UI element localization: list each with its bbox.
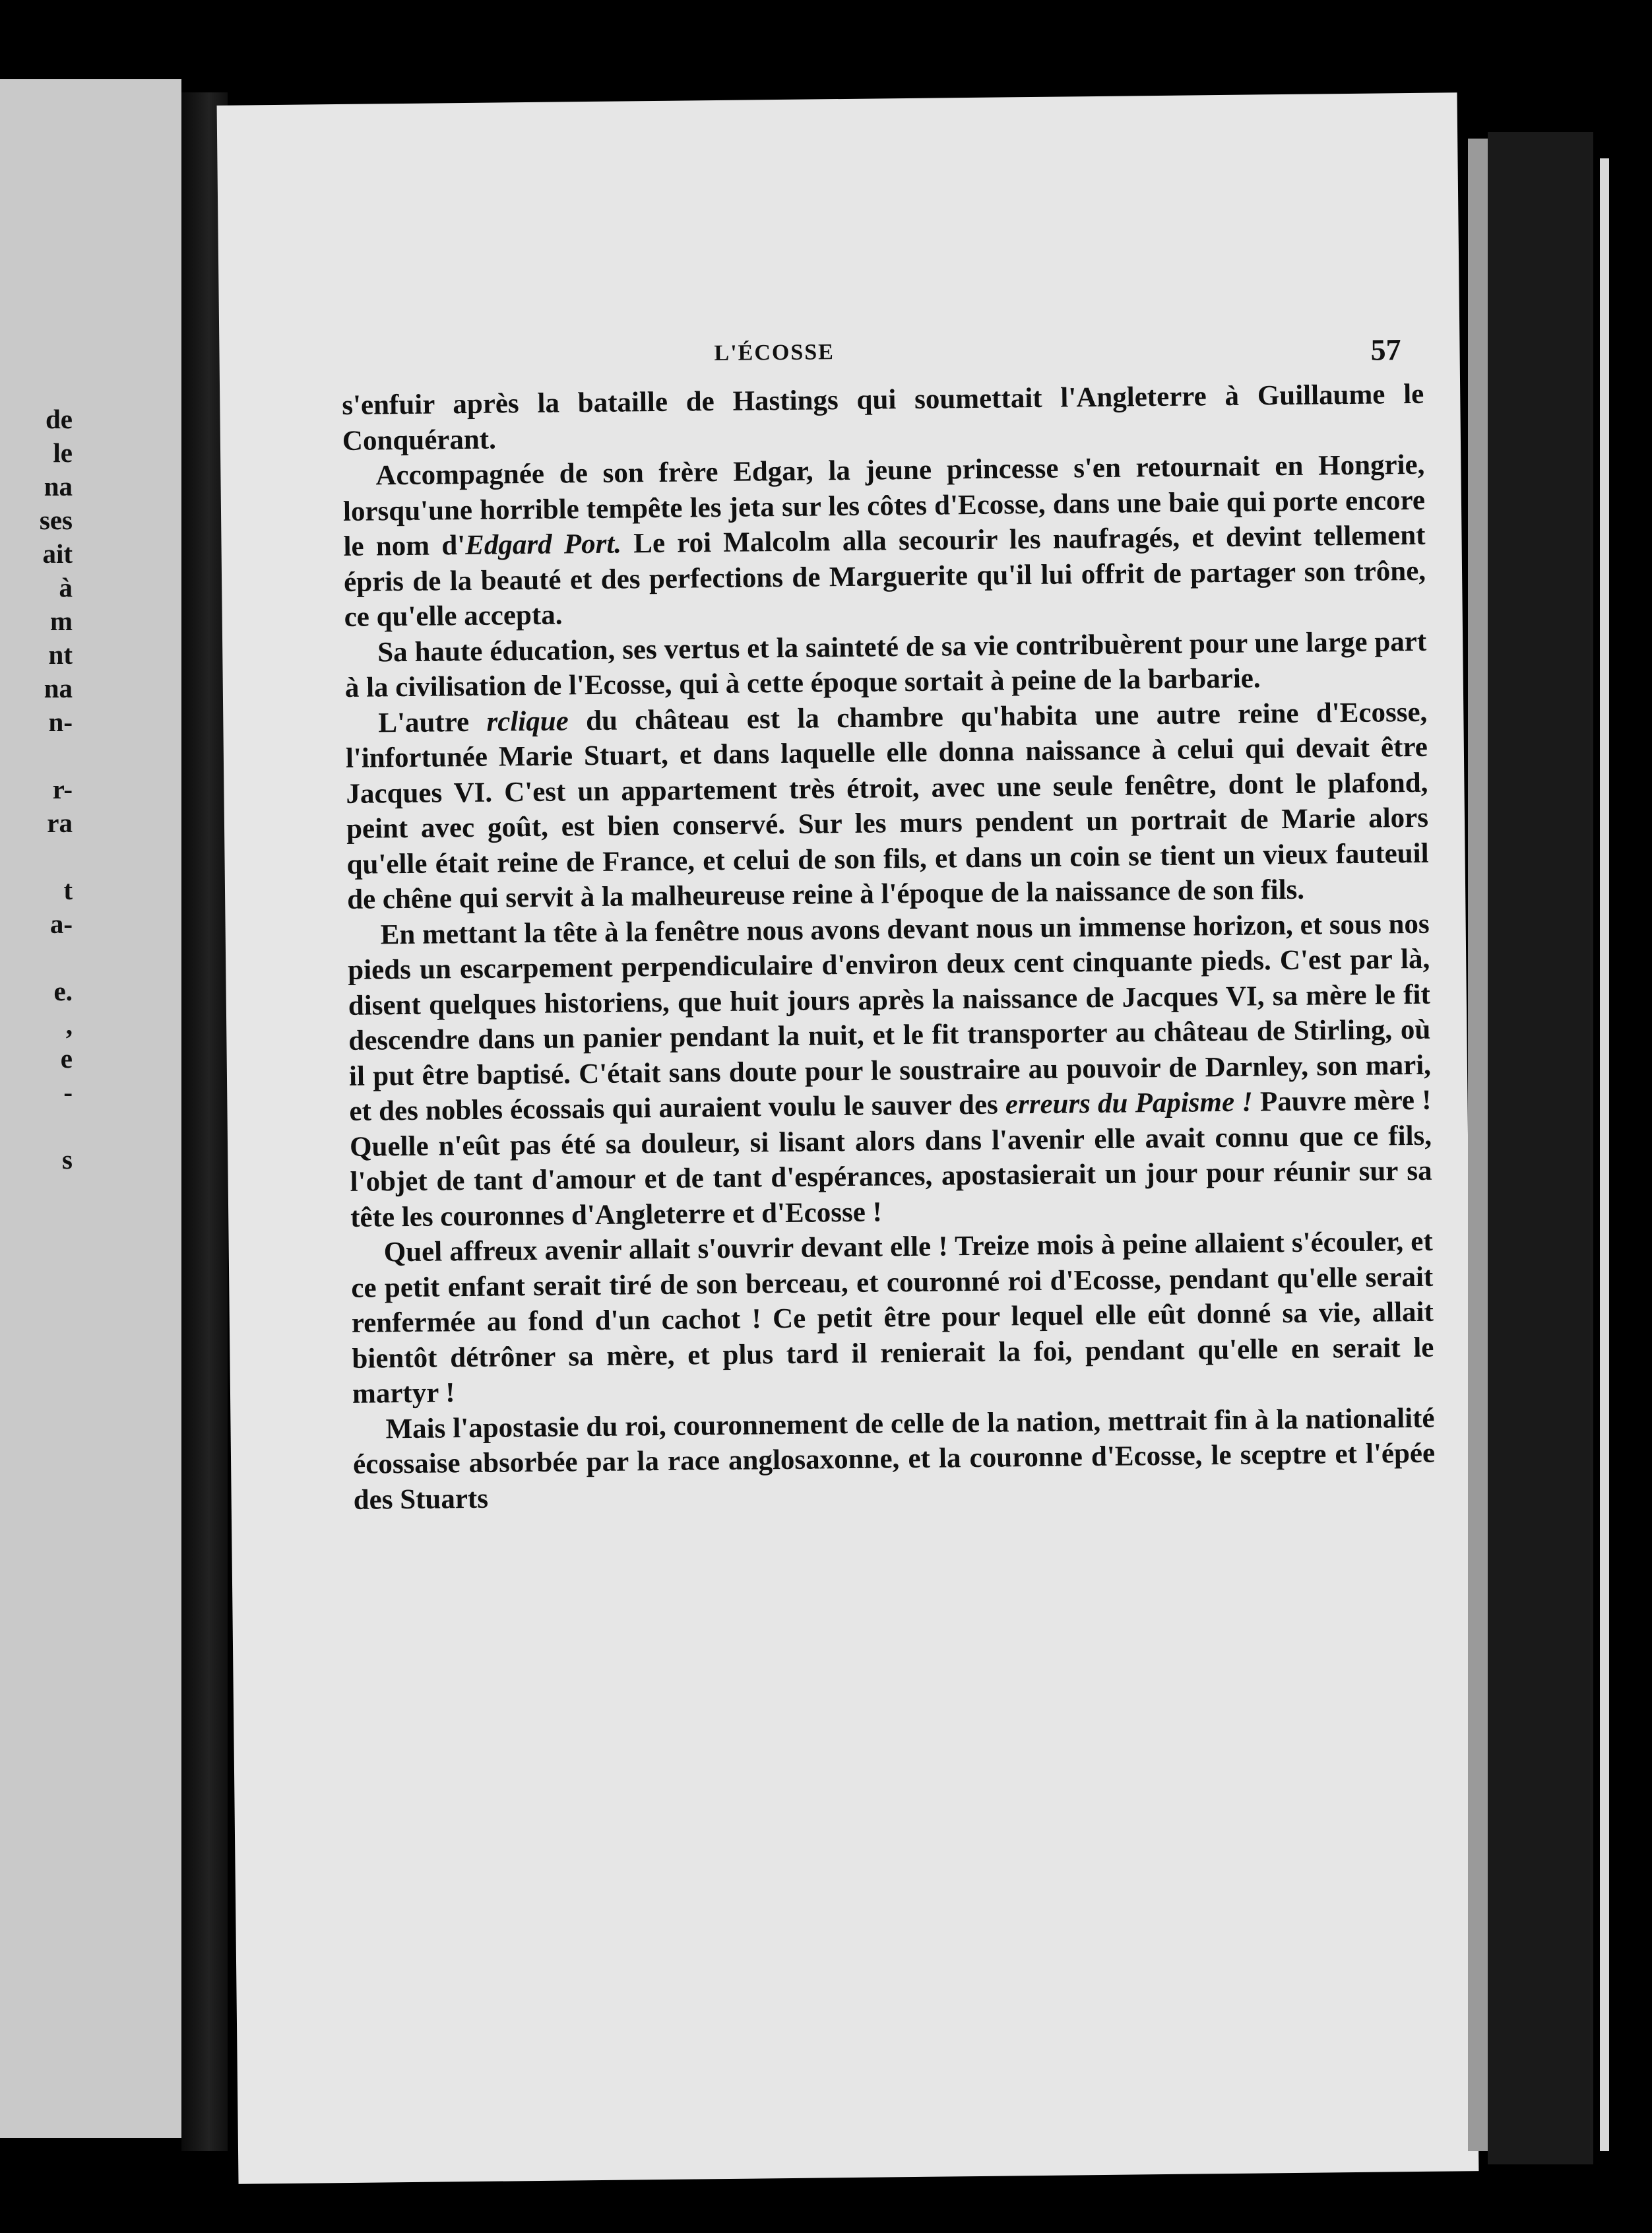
page-edge-shadow [1468,139,1488,2151]
left-fragment-line: e [60,1043,73,1074]
left-fragment-line: ra [47,808,73,838]
left-fragment-line: e. [53,976,73,1006]
left-fragment-line [0,941,73,975]
page-number: 57 [1370,333,1401,367]
left-fragment-line: n- [48,707,73,737]
left-fragment-line: s [62,1144,73,1175]
next-page-edge [1600,158,1609,2151]
text-run: Accompagnée de son frère Edgar, la jeune princesse s'en retournait en Hongrie, lorsqu'une horrible tempête les jeta sur les côtes d'Ecosse, dans une baie qui porte encore le nom d' [342,449,1426,562]
running-head: L'ÉCOSSE [714,340,835,366]
italic-phrase: rclique [486,705,569,738]
left-fragment-line [0,1109,73,1143]
left-fragment-line: , [65,1010,73,1040]
left-fragment-line: r- [52,774,73,804]
paragraph [347,906,1432,1235]
left-fragment-line: ait [42,538,73,569]
left-fragment-line: m [49,606,73,636]
book-page [217,92,1479,2184]
italic-phrase: Edgard Port. [464,528,622,562]
text-run: L'autre [378,706,487,738]
left-fragment-line: - [63,1077,73,1107]
paragraph: Sa haute éducation, ses vertus et la sainteté de sa vie contribuèrent pour une large part à la civilisation de l'Ecosse, qui à cette époque sortait à peine de la barbarie. [344,626,1427,703]
paragraph [345,694,1429,917]
left-fragment-line [0,739,73,773]
paragraph: s'enfuir après la bataille de Hastings qui soumettait l'Angleterre à Guillaume le Conquérant. [342,378,1424,457]
left-fragment-line: na [44,471,73,502]
left-fragment-line: nt [48,639,73,670]
left-fragment-line [0,840,73,874]
left-fragment-line: à [59,572,73,602]
text-run: Pauvre mère ! Quelle n'eût pas été sa douleur, si lisant alors dans l'avenir elle avait connu que ce fils, l'objet de tant d'amour et de tant d'espérances, apostasierait un jour pour réunir sur sa tête les couronnes d'Angleterre et d'Ecosse ! [349,1084,1432,1233]
text-run: En mettant la tête à la fenêtre nous avons devant nous un immense horizon, et sous nos pieds un escarpement perpendiculaire d'environ deux cent cinquante pieds. C'est par là, disent quelques historiens, que huit jours après la naissance de Jacques VI, sa mère le fit descendre dans un panier pendant la nuit, et le fit transporter au château de Stirling, où il put être baptisé. C'était sans doute pour le soustraire au pouvoir de Darnley, son mari, et des nobles écossais qui auraient voulu le sauver des [348,908,1432,1127]
left-fragment-line: le [53,437,73,468]
italic-phrase: erreurs du Papisme ! [1005,1086,1254,1120]
left-fragment-line: t [63,875,73,905]
page-text [342,377,1436,1518]
left-fragment-line: ses [39,505,73,535]
left-fragment-line: a- [49,909,73,939]
paragraph: Quel affreux avenir allait s'ouvrir devant elle ! Treize mois à peine allaient s'écouler, et ce petit enfant serait tiré de son berceau, et couronné roi d'Ecosse, pendant qu'elle serait renfermée au fond d'un cachot ! Ce petit être pour lequel elle eût donné sa vie, allait bientôt détrôner sa mère, et plus tard il renierait la foi, pendant qu'elle en serait le martyr ! [351,1225,1434,1409]
text-run: Le roi Malcolm alla secourir les naufragés, et devint tellement épris de la beauté et des perfections de Marguerite qu'il lui offrit de partager son trône, ce qu'elle accepta. [343,519,1426,633]
paragraph: Mais l'apostasie du roi, couronnement de celle de la nation, mettrait fin à la nationalité écossaise absorbée par la race anglosaxonne, et la couronne d'Ecosse, le sceptre et l'épée des Stuarts [352,1402,1436,1516]
left-page-fragments [0,403,73,1177]
left-fragment-line: de [46,404,73,434]
left-fragment-line: na [44,673,73,703]
text-run: du château est la chambre qu'habita une autre reine d'Ecosse, l'infortunée Marie Stuart, et dans laquelle elle donna naissance à celui qui devait être Jacques VI. C'est un appartement très étroit, avec une seule fenêtre, dont le plafond, peint avec goût, est bien conservé. Sur les murs pendent un portrait de Marie alors qu'elle était reine de France, et celui de son fils, et dans un coin se tient un vieux fauteuil de chêne qui servit à la malheureuse reine à l'époque de la naissance de son fils. [345,696,1429,915]
scan-border [1488,132,1593,2164]
paragraph [342,447,1426,635]
